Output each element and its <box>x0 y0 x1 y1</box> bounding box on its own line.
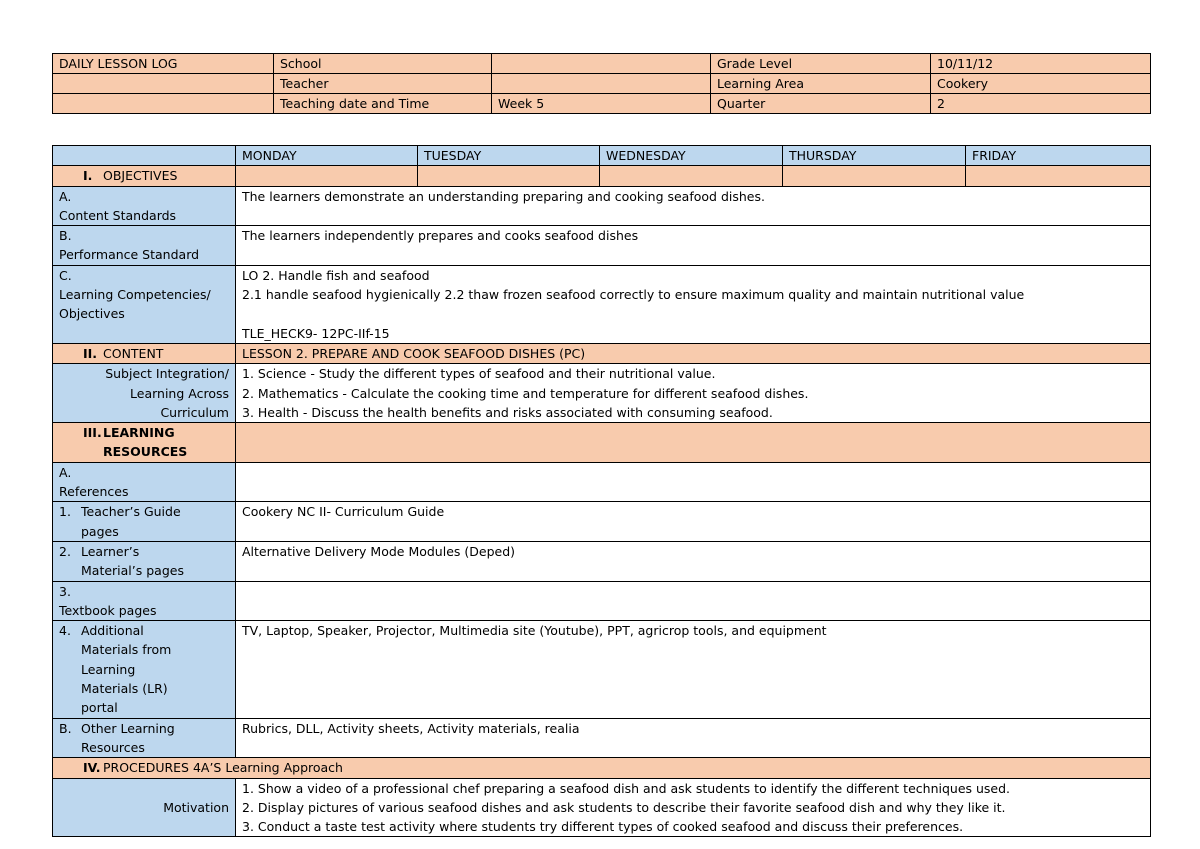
additional-materials-label: 4. Additional Materials from Learning Materials (LR) portal <box>53 621 236 718</box>
content-standards-text: The learners demonstrate an understanding preparing and cooking seafood dishes. <box>236 186 1151 226</box>
area-label: Learning Area <box>711 74 931 94</box>
header-row-2 <box>53 74 1151 94</box>
additional-materials-row <box>53 621 1151 718</box>
motivation-text <box>236 778 1151 837</box>
objectives-cell-tuesday <box>418 166 600 186</box>
header-row-1 <box>53 54 1151 74</box>
grade-label: Grade Level <box>711 54 931 74</box>
learners-material-label: 2. Learner’s Material’s pages <box>53 541 236 581</box>
log-title: DAILY LESSON LOG <box>53 54 274 74</box>
content-heading: II. CONTENT <box>53 343 236 363</box>
school-label: School <box>274 54 492 74</box>
day-friday: FRIDAY <box>966 146 1151 166</box>
competency-line: LO 2. Handle fish and seafood <box>242 267 430 283</box>
header-row-3 <box>53 94 1151 114</box>
competency-code: TLE_HECK9- 12PC-IIf-15 <box>242 325 390 341</box>
motivation-line: 3. Conduct a taste test activity where students try different types of cooked seafood and discuss their preferences. <box>242 819 964 835</box>
teachers-guide-row <box>53 502 1151 542</box>
area-value: Cookery <box>931 74 1151 94</box>
date-label: Teaching date and Time <box>274 94 492 114</box>
day-tuesday: TUESDAY <box>418 146 600 166</box>
references-text <box>236 462 1151 502</box>
school-value <box>492 54 711 74</box>
objectives-section-row <box>53 166 1151 186</box>
objectives-heading: I. OBJECTIVES <box>53 166 236 186</box>
lesson-title: LESSON 2. PREPARE AND COOK SEAFOOD DISHES (PC) <box>236 343 1151 363</box>
content-standards-label: A.Content Standards <box>53 186 236 226</box>
resources-section-row <box>53 423 1151 463</box>
integration-row <box>53 364 1151 423</box>
resources-heading: III.LEARNING RESOURCES <box>53 423 236 463</box>
content-section-row <box>53 343 1151 363</box>
header-blank <box>53 74 274 94</box>
motivation-line: 2. Display pictures of various seafood dishes and ask students to describe their favorite seafood dish and why they like it. <box>242 799 1006 815</box>
objectives-cell-wednesday <box>600 166 783 186</box>
objectives-cell-thursday <box>783 166 966 186</box>
teacher-value <box>492 74 711 94</box>
textbook-label: 3.Textbook pages <box>53 581 236 621</box>
competencies-label: C.Learning Competencies/ Objectives <box>53 265 236 343</box>
quarter-label: Quarter <box>711 94 931 114</box>
quarter-value: 2 <box>931 94 1151 114</box>
additional-materials-text: TV, Laptop, Speaker, Projector, Multimedia site (Youtube), PPT, agricrop tools, and equipment <box>236 621 1151 718</box>
integration-line: 3. Health - Discuss the health benefits and risks associated with consuming seafood. <box>242 404 773 420</box>
references-label: A.References <box>53 462 236 502</box>
objectives-cell-friday <box>966 166 1151 186</box>
integration-line: 1. Science - Study the different types of seafood and their nutritional value. <box>242 366 716 382</box>
textbook-row <box>53 581 1151 621</box>
performance-standard-row <box>53 226 1151 266</box>
day-wednesday: WEDNESDAY <box>600 146 783 166</box>
performance-standard-text: The learners independently prepares and cooks seafood dishes <box>236 226 1151 266</box>
teacher-label: Teacher <box>274 74 492 94</box>
competencies-row <box>53 265 1151 343</box>
date-value: Week 5 <box>492 94 711 114</box>
textbook-text <box>236 581 1151 621</box>
teachers-guide-text: Cookery NC II- Curriculum Guide <box>236 502 1151 542</box>
day-thursday: THURSDAY <box>783 146 966 166</box>
procedures-section-row <box>53 758 1151 778</box>
resources-blank <box>236 423 1151 463</box>
content-standards-row <box>53 186 1151 226</box>
grade-value: 10/11/12 <box>931 54 1151 74</box>
lesson-log-table <box>52 145 1151 837</box>
header-table <box>52 53 1151 114</box>
motivation-line: 1. Show a video of a professional chef preparing a seafood dish and ask students to identify the different techniques used. <box>242 780 1011 796</box>
teachers-guide-label: 1. Teacher’s Guide pages <box>53 502 236 542</box>
header-blank <box>53 94 274 114</box>
other-resources-text: Rubrics, DLL, Activity sheets, Activity materials, realia <box>236 718 1151 758</box>
motivation-row <box>53 778 1151 837</box>
competencies-text <box>236 265 1151 343</box>
day-monday: MONDAY <box>236 146 418 166</box>
references-row <box>53 462 1151 502</box>
competency-line: 2.1 handle seafood hygienically 2.2 thaw frozen seafood correctly to ensure maximum quality and maintain nutritional value <box>242 287 1025 303</box>
learners-material-row <box>53 541 1151 581</box>
procedures-heading: IV. PROCEDURES 4A’S Learning Approach <box>53 758 1151 778</box>
integration-text <box>236 364 1151 423</box>
other-resources-label: B. Other Learning Resources <box>53 718 236 758</box>
competency-line <box>242 304 1144 323</box>
days-corner <box>53 146 236 166</box>
performance-standard-label: B.Performance Standard <box>53 226 236 266</box>
motivation-label: Motivation <box>53 778 236 837</box>
days-row <box>53 146 1151 166</box>
objectives-cell-monday <box>236 166 418 186</box>
other-resources-row <box>53 718 1151 758</box>
integration-label: Subject Integration/ Learning Across Curriculum <box>53 364 236 423</box>
integration-line: 2. Mathematics - Calculate the cooking time and temperature for different seafood dishes. <box>242 385 809 401</box>
learners-material-text: Alternative Delivery Mode Modules (Deped) <box>236 541 1151 581</box>
